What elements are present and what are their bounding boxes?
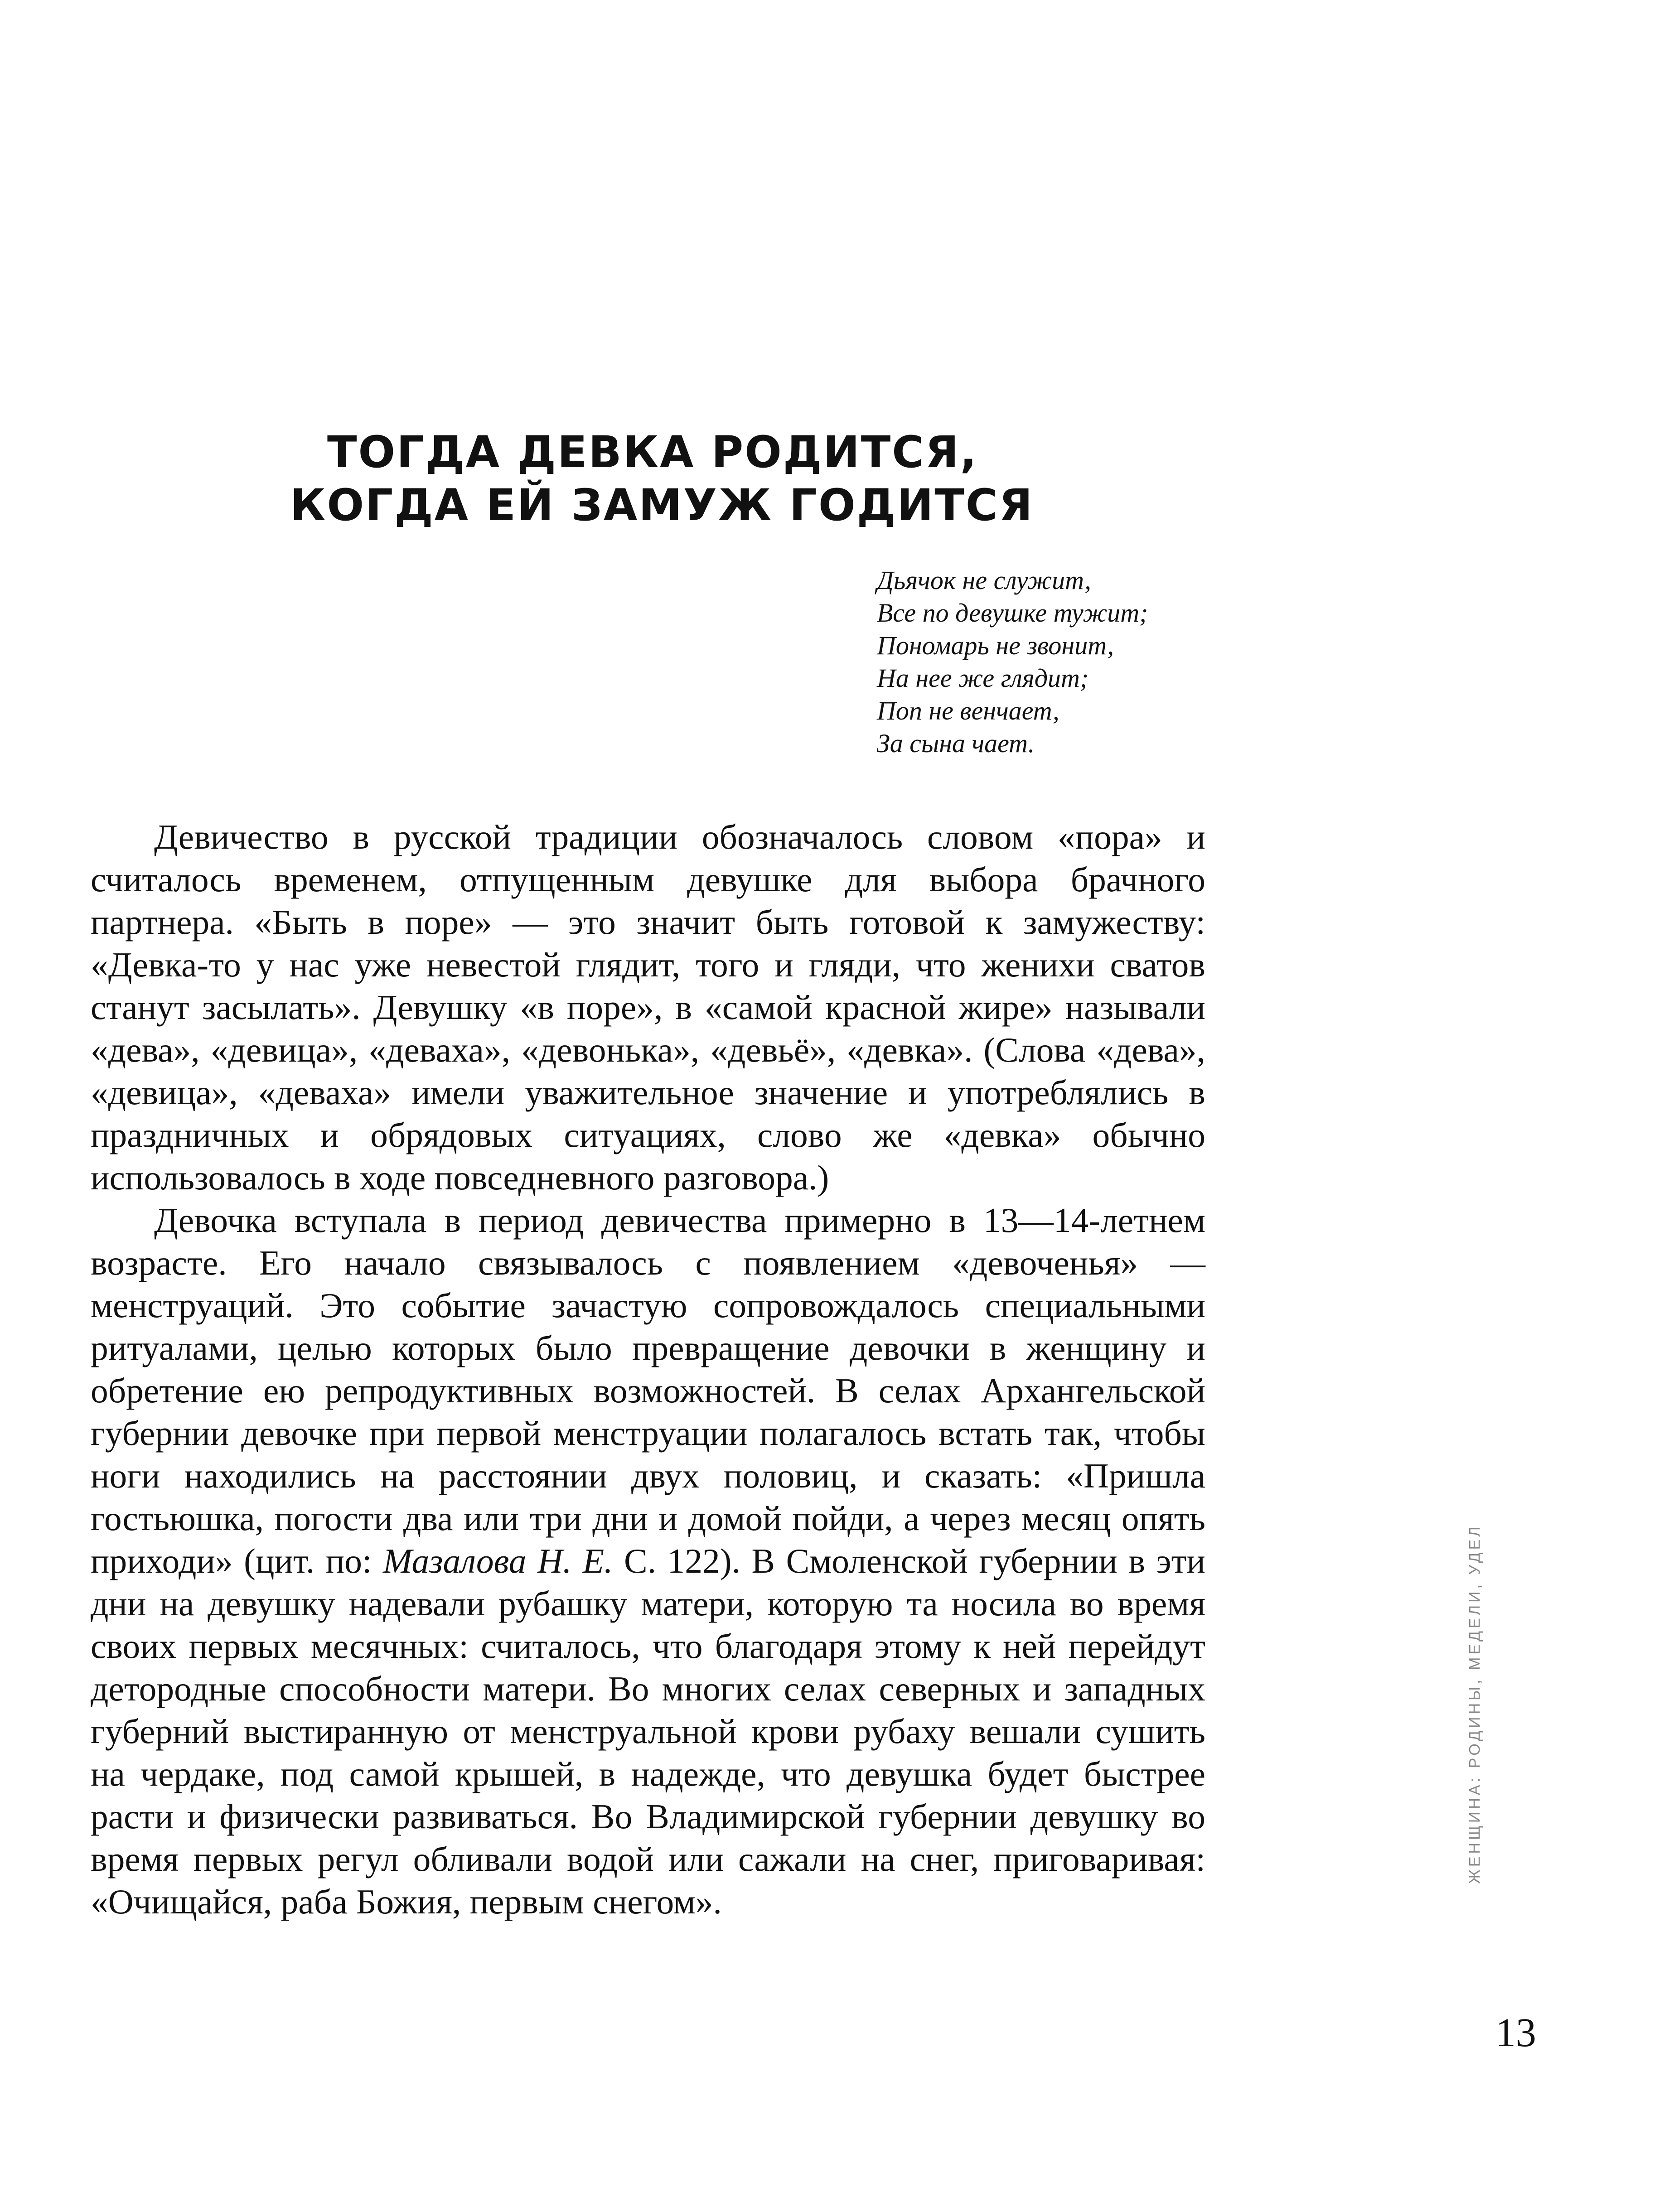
epigraph-line: Поп не венчает, xyxy=(877,696,1059,725)
paragraph-2 xyxy=(91,1199,1205,1923)
epigraph-line: Пономарь не звонит, xyxy=(877,631,1114,660)
epigraph-line: На нее же глядит; xyxy=(877,663,1089,693)
citation-author: Мазалова Н. Е. xyxy=(383,1541,613,1580)
body-text xyxy=(91,816,1205,1923)
paragraph-1: Девичество в русской традиции обозначалось словом «пора» и считалось временем, отпущенным девушке для выбора брачного партнера. «Быть в поре» — это значит быть готовой к замужеству: «Девка-то у нас уже невестой глядит, того и гляди, что женихи сватов станут засылать». Девушку «в поре», в «самой красной жире» называли «дева», «девица», «деваха», «девонька», «девьё», «девка». (Слова «дева», «девица», «деваха» имели уважительное значение и употреблялись в праздничных и обрядовых ситуациях, слово же «девка» обычно использовалось в ходе повседневного разговора.) xyxy=(91,817,1205,1197)
page-number: 13 xyxy=(1495,2010,1536,2055)
running-header-text: ЖЕНЩИНА: РОДИНЫ, МЕДЕЛИ, УДЕЛ xyxy=(1466,1523,1484,1884)
running-header xyxy=(1461,1391,1489,2016)
epigraph-line: Все по девушке тужит; xyxy=(877,598,1148,628)
paragraph-2-part-2: С. 122). В Смоленской губернии в эти дни на девушку надевали рубашку матери, которую та носила во время своих первых месячных: считалось, что благодаря этому к ней перейдут детородные способности матери. Во многих селах северных и западных губерний выстиранную от менструальной крови рубаху вешали сушить на чердаке, под самой крышей, в надежде, что девушка будет быстрее расти и физически развиваться. Во Владимирской губернии девушку во время первых регул обливали водой или сажали на снег, приговаривая: «Очищайся, раба Божия, первым снегом». xyxy=(91,1541,1206,1921)
chapter-title-line-2: КОГДА ЕЙ ЗАМУЖ ГОДИТСЯ xyxy=(290,480,1034,531)
chapter-title-line-1: ТОГДА ДЕВКА РОДИТСЯ, xyxy=(327,427,978,478)
chapter-title xyxy=(290,426,1034,532)
paragraph-2-part-1: Девочка вступала в период девичества примерно в 13—14-летнем возрасте. Его начало связывалось с появлением «девоченья» — менструаций. Это событие зачастую сопровождалось специальными ритуалами, целью которых было превращение девочки в женщину и обретение ею репродуктивных возможностей. В селах Архангельской губернии девочке при первой менструации полагалось встать так, чтобы ноги находились на расстоянии двух половиц, и сказать: «Пришла гостьюшка, погости два или три дни и домой пойди, а через месяц опять приходи» (цит. по: xyxy=(91,1201,1205,1580)
epigraph-line: Дьячок не служит, xyxy=(877,565,1091,595)
epigraph xyxy=(877,564,1285,760)
epigraph-line: За сына чает. xyxy=(877,729,1035,758)
